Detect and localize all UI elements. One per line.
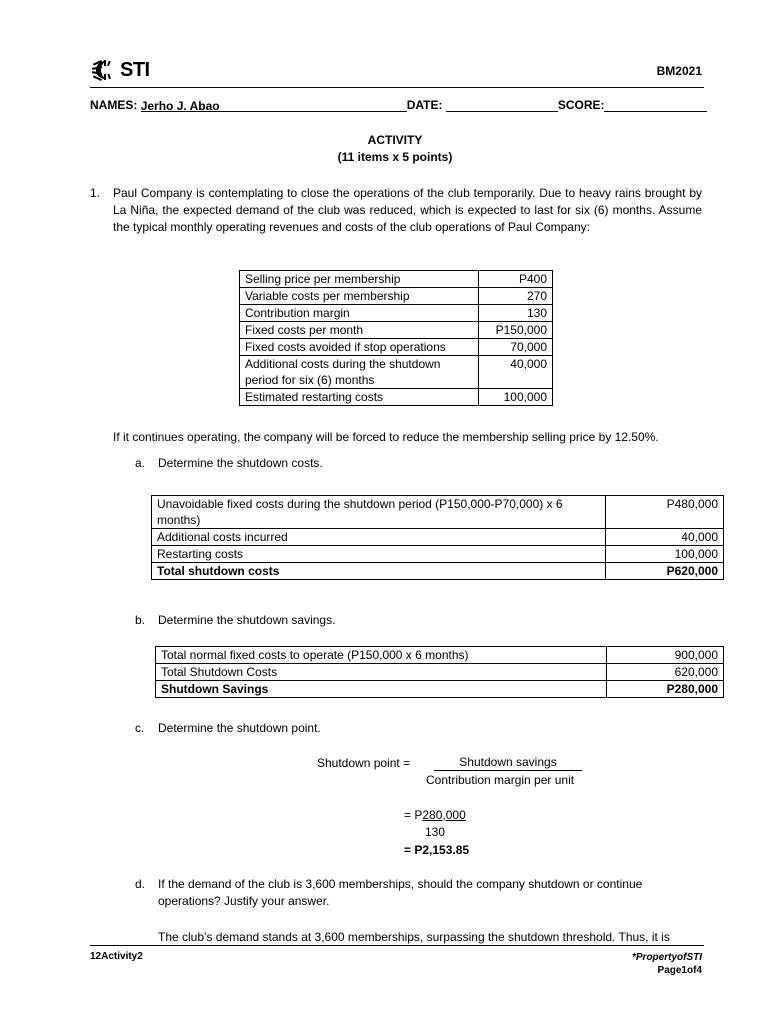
row-value: 900,000 (607, 647, 724, 664)
row-label: Additional costs during the shutdown period for six (6) months (240, 356, 479, 389)
row-value: 40,000 (479, 356, 553, 389)
footer-right (632, 951, 702, 977)
part-d-answer: The club’s demand stands at 3,600 memberships, surpassing the shutdown threshold. Thus, it is (158, 930, 670, 944)
row-value: P480,000 (606, 496, 724, 529)
row-label: Selling price per membership (240, 271, 479, 288)
header-divider (90, 87, 704, 88)
row-value: P400 (479, 271, 553, 288)
table-row (240, 339, 553, 356)
row-label: Estimated restarting costs (240, 389, 479, 406)
row-value: P620,000 (606, 563, 724, 580)
row-label: Fixed costs avoided if stop operations (240, 339, 479, 356)
activity-heading: ACTIVITY (367, 133, 423, 147)
question-number: 1. (90, 186, 101, 200)
part-a-prompt: Determine the shutdown costs. (158, 456, 323, 470)
activity-subheading: (11 items x 5 points) (337, 150, 453, 164)
continue-text: If it continues operating, the company will be forced to reduce the membership selling price by 12.50%. (113, 430, 659, 444)
score-field[interactable] (604, 99, 707, 112)
row-value: 130 (479, 305, 553, 322)
logo-text: STI (120, 59, 150, 81)
table-row (240, 305, 553, 322)
course-code: BM2021 (656, 64, 702, 78)
part-b-letter: b. (135, 613, 146, 627)
footer-left: 12Activity2 (90, 951, 143, 962)
footer-property: *PropertyofSTI (631, 952, 702, 963)
question-text: Paul Company is contemplating to close the operations of the club temporarily. Due to heavy rains brought by La Niña, the expected demand of the club was reduced, which is expected to last for six (6) months. Assume the typical monthly operating revenues and costs of the club operations of Paul Company: (113, 186, 702, 234)
table-row (240, 389, 553, 406)
part-a-letter: a. (135, 456, 146, 470)
shutdown-costs-table (151, 495, 724, 580)
table-row (152, 496, 724, 529)
table-row (156, 681, 724, 698)
table-row (240, 271, 553, 288)
date-label: DATE: (406, 98, 443, 112)
calc-line (404, 807, 466, 824)
part-c-letter: c. (135, 721, 145, 735)
part-b-prompt: Determine the shutdown savings. (158, 613, 336, 627)
part-d-prompt: If the demand of the club is 3,600 memberships, should the company shutdown or continue operations? Justify your answer. (158, 877, 643, 908)
row-value: 270 (479, 288, 553, 305)
names-value: Jerho J. Abao (140, 99, 220, 113)
table-row (156, 647, 724, 664)
row-label: Additional costs incurred (152, 529, 606, 546)
names-field[interactable] (141, 99, 407, 112)
formula-label: Shutdown point = (317, 756, 411, 770)
part-c-prompt: Determine the shutdown point. (158, 721, 321, 735)
row-value: 100,000 (606, 546, 724, 563)
row-label: Fixed costs per month (240, 322, 479, 339)
names-row (90, 98, 704, 112)
table-row (240, 322, 553, 339)
date-field[interactable] (446, 99, 558, 112)
footer-divider (90, 945, 704, 946)
table-row (152, 546, 724, 563)
formula-denominator: Contribution margin per unit (426, 773, 575, 787)
row-value: 70,000 (479, 339, 553, 356)
row-value: 620,000 (607, 664, 724, 681)
calc-result: = P2,153.85 (404, 843, 470, 857)
sti-emblem-icon (92, 59, 118, 81)
row-value: P150,000 (479, 322, 553, 339)
footer-page: Page1of4 (657, 965, 702, 976)
calc-denominator: 130 (425, 825, 446, 839)
sti-logo (92, 58, 150, 82)
row-value: P280,000 (607, 681, 724, 698)
row-label: Total Shutdown Costs (156, 664, 607, 681)
row-label: Restarting costs (152, 546, 606, 563)
row-label: Variable costs per membership (240, 288, 479, 305)
calc-prefix: = P (404, 808, 423, 822)
row-value: 100,000 (479, 389, 553, 406)
row-label: Shutdown Savings (156, 681, 607, 698)
shutdown-savings-table (155, 646, 724, 698)
names-label: NAMES: (90, 98, 138, 112)
part-d-letter: d. (135, 877, 146, 891)
club-data-table (239, 270, 553, 406)
table-row (152, 563, 724, 580)
row-label: Contribution margin (240, 305, 479, 322)
row-label: Total shutdown costs (152, 563, 606, 580)
row-label: Unavoidable fixed costs during the shutdown period (P150,000-P70,000) x 6 months) (152, 496, 606, 529)
table-row (156, 664, 724, 681)
row-label: Total normal fixed costs to operate (P150,000 x 6 months) (156, 647, 607, 664)
score-label: SCORE: (557, 98, 605, 112)
table-row (152, 529, 724, 546)
table-row (240, 356, 553, 389)
row-value: 40,000 (606, 529, 724, 546)
calc-numerator: 280,000 (422, 808, 466, 822)
formula-numerator: Shutdown savings (434, 755, 582, 771)
table-row (240, 288, 553, 305)
